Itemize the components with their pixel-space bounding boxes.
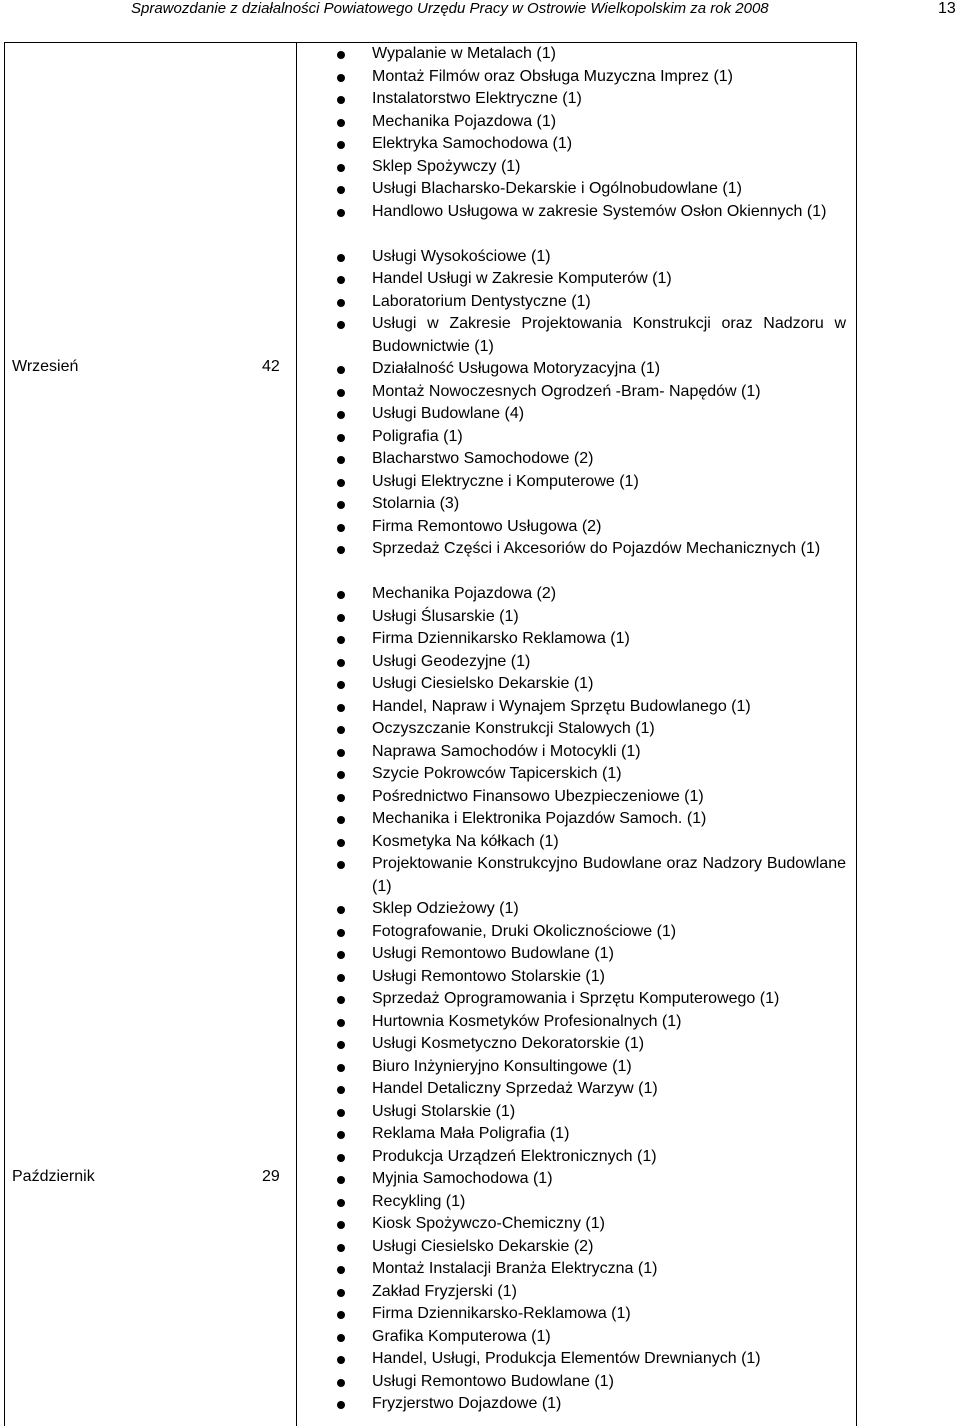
list-item xyxy=(0,1281,960,1304)
bullet-icon xyxy=(337,839,345,847)
list-item xyxy=(0,786,960,809)
business-name: Handlowo Usługowa w zakresie Systemów Osłon Okiennych (1) xyxy=(372,202,827,220)
business-name: Sklep Odzieżowy (1) xyxy=(372,900,519,917)
bullet-icon xyxy=(337,1334,345,1342)
bullet-icon xyxy=(337,1379,345,1387)
business-name: Recykling (1) xyxy=(372,1192,466,1210)
bullet-icon xyxy=(337,1311,345,1319)
list-item xyxy=(0,1123,960,1146)
list-item xyxy=(0,1011,960,1034)
business-name: Firma Dziennikarsko-Reklamowa (1) xyxy=(372,1305,631,1322)
bullet-icon xyxy=(337,1356,345,1364)
bullet-icon xyxy=(337,1221,345,1229)
business-name: Fotografowanie, Druki Okolicznościowe (1) xyxy=(372,922,677,940)
list-item xyxy=(0,246,960,269)
list-item xyxy=(0,1371,960,1394)
bullet-icon xyxy=(337,51,345,59)
bullet-icon xyxy=(337,411,345,419)
bullet-icon xyxy=(337,771,345,779)
business-name: Sprzedaż Części i Akcesoriów do Pojazdów Mechanicznych (1) xyxy=(372,540,821,557)
business-name: Mechanika Pojazdowa (1) xyxy=(372,112,557,130)
list-item xyxy=(0,763,960,786)
bullet-icon xyxy=(337,434,345,442)
business-name: Montaż Instalacji Branża Elektryczna (1) xyxy=(372,1260,658,1277)
business-name: Usługi Budowlane (4) xyxy=(372,405,525,422)
list-item xyxy=(0,673,960,696)
business-name: Reklama Mała Poligrafia (1) xyxy=(372,1125,570,1142)
list-item xyxy=(0,943,960,966)
page-header xyxy=(0,0,960,32)
list-item xyxy=(0,1168,960,1191)
bullet-icon xyxy=(337,1019,345,1027)
business-name: Usługi w Zakresie Projektowania Konstrukcji oraz Nadzoru w Budownictwie (1) xyxy=(372,315,846,355)
bullet-icon xyxy=(337,1244,345,1252)
business-name: Grafika Komputerowa (1) xyxy=(372,1327,551,1345)
bullet-icon xyxy=(337,524,345,532)
bullet-icon xyxy=(337,96,345,104)
list-item xyxy=(0,43,960,66)
list-item xyxy=(0,493,960,516)
list-item xyxy=(0,921,960,944)
report-title: Sprawozdanie z działalności Powiatowego Urzędu Pracy w Ostrowie Wielkopolskim za rok 2008 xyxy=(131,0,769,17)
business-list xyxy=(0,43,960,358)
list-item xyxy=(0,853,960,898)
business-name: Kosmetyka Na kółkach (1) xyxy=(372,832,559,850)
business-name: Działalność Usługowa Motoryzacyjna (1) xyxy=(372,360,661,377)
business-name: Mechanika i Elektronika Pojazdów Samoch. (1) xyxy=(372,810,707,827)
list-item xyxy=(0,898,960,921)
bullet-icon xyxy=(337,1199,345,1207)
business-name: Usługi Kosmetyczno Dekoratorskie (1) xyxy=(372,1035,645,1052)
list-item xyxy=(0,583,960,606)
bullet-icon xyxy=(337,1289,345,1297)
business-name: Firma Remontowo Usługowa (2) xyxy=(372,517,602,535)
list-item xyxy=(0,426,960,449)
list-item xyxy=(0,718,960,741)
business-name: Hurtownia Kosmetyków Profesionalnych (1) xyxy=(372,1012,682,1030)
bullet-icon xyxy=(337,861,345,869)
business-name: Firma Dziennikarsko Reklamowa (1) xyxy=(372,630,630,647)
business-name: Stolarnia (3) xyxy=(372,495,460,512)
business-name: Usługi Geodezyjne (1) xyxy=(372,652,531,670)
list-item xyxy=(0,966,960,989)
business-count: 42 xyxy=(262,358,280,375)
bullet-icon xyxy=(337,1401,345,1409)
business-name: Usługi Ciesielsko Dekarskie (2) xyxy=(372,1237,594,1255)
business-name: Handel Usługi w Zakresie Komputerów (1) xyxy=(372,270,672,287)
bullet-icon xyxy=(337,119,345,127)
bullet-icon xyxy=(337,591,345,599)
bullet-icon xyxy=(337,929,345,937)
list-item xyxy=(0,606,960,629)
list-item xyxy=(0,651,960,674)
business-name: Laboratorium Dentystyczne (1) xyxy=(372,292,591,310)
bullet-icon xyxy=(337,614,345,622)
business-name: Usługi Remontowo Budowlane (1) xyxy=(372,1372,614,1390)
bullet-icon xyxy=(337,141,345,149)
business-list xyxy=(0,358,960,1168)
business-name: Wypalanie w Metalach (1) xyxy=(372,45,556,62)
list-item xyxy=(0,696,960,719)
list-item xyxy=(0,516,960,539)
bullet-icon xyxy=(337,299,345,307)
bullet-icon xyxy=(337,1176,345,1184)
bullet-icon xyxy=(337,321,345,329)
business-list xyxy=(0,1168,960,1416)
list-item xyxy=(0,313,960,358)
list-item xyxy=(0,741,960,764)
bullet-icon xyxy=(337,164,345,172)
list-item xyxy=(0,133,960,156)
list-item xyxy=(0,1348,960,1371)
business-name: Handel, Usługi, Produkcja Elementów Drewnianych (1) xyxy=(372,1350,761,1367)
list-item xyxy=(0,1236,960,1259)
bullet-icon xyxy=(337,276,345,284)
list-item xyxy=(0,1258,960,1281)
business-name: Produkcja Urządzeń Elektronicznych (1) xyxy=(372,1147,657,1165)
bullet-icon xyxy=(337,996,345,1004)
list-item xyxy=(0,88,960,111)
list-item xyxy=(0,201,960,246)
bullet-icon xyxy=(337,726,345,734)
business-name: Montaż Filmów oraz Obsługa Muzyczna Imprez (1) xyxy=(372,67,733,85)
business-name: Myjnia Samochodowa (1) xyxy=(372,1170,553,1187)
bullet-icon xyxy=(337,1131,345,1139)
list-item xyxy=(0,628,960,651)
business-name: Handel Detaliczny Sprzedaż Warzyw (1) xyxy=(372,1080,658,1097)
bullet-icon xyxy=(337,704,345,712)
business-name: Sklep Spożywczy (1) xyxy=(372,157,521,175)
list-item xyxy=(0,448,960,471)
bullet-icon xyxy=(337,749,345,757)
business-name: Sprzedaż Oprogramowania i Sprzętu Komputerowego (1) xyxy=(372,990,780,1007)
list-item xyxy=(0,403,960,426)
business-name: Montaż Nowoczesnych Ogrodzeń -Bram- Napędów (1) xyxy=(372,382,761,400)
list-item xyxy=(0,1146,960,1169)
business-name: Usługi Blacharsko-Dekarskie i Ogólnobudowlane (1) xyxy=(372,180,742,197)
list-item xyxy=(0,1326,960,1349)
bullet-icon xyxy=(337,501,345,509)
business-name: Usługi Ślusarskie (1) xyxy=(372,607,519,625)
bullet-icon xyxy=(337,389,345,397)
business-name: Pośrednictwo Finansowo Ubezpieczeniowe (1) xyxy=(372,787,704,805)
bullet-icon xyxy=(337,681,345,689)
list-item xyxy=(0,358,960,381)
list-item xyxy=(0,111,960,134)
list-item xyxy=(0,1078,960,1101)
business-name: Elektryka Samochodowa (1) xyxy=(372,135,573,152)
list-item xyxy=(0,1303,960,1326)
bullet-icon xyxy=(337,74,345,82)
business-count: 29 xyxy=(262,1168,280,1185)
business-name: Usługi Elektryczne i Komputerowe (1) xyxy=(372,472,639,490)
list-item xyxy=(0,808,960,831)
list-item xyxy=(0,538,960,583)
list-item xyxy=(0,381,960,404)
bullet-icon xyxy=(337,186,345,194)
bullet-icon xyxy=(337,636,345,644)
list-item xyxy=(0,178,960,201)
business-name: Usługi Wysokościowe (1) xyxy=(372,247,551,265)
bullet-icon xyxy=(337,366,345,374)
business-name: Zakład Fryzjerski (1) xyxy=(372,1282,517,1300)
business-name: Instalatorstwo Elektryczne (1) xyxy=(372,90,582,107)
bullet-icon xyxy=(337,1064,345,1072)
business-name: Usługi Remontowo Stolarskie (1) xyxy=(372,967,605,985)
month-label: Wrzesień xyxy=(12,358,79,375)
bullet-icon xyxy=(337,1041,345,1049)
bullet-icon xyxy=(337,209,345,217)
page-number: 13 xyxy=(938,0,956,17)
business-name: Biuro Inżynieryjno Konsultingowe (1) xyxy=(372,1057,632,1075)
business-name: Usługi Ciesielsko Dekarskie (1) xyxy=(372,675,594,692)
bullet-icon xyxy=(337,1266,345,1274)
bullet-icon xyxy=(337,1086,345,1094)
list-item xyxy=(0,1033,960,1056)
business-name: Blacharstwo Samochodowe (2) xyxy=(372,450,594,467)
business-name: Fryzjerstwo Dojazdowe (1) xyxy=(372,1395,562,1412)
list-item xyxy=(0,1393,960,1416)
business-name: Szycie Pokrowców Tapicerskich (1) xyxy=(372,765,622,782)
business-name: Usługi Remontowo Budowlane (1) xyxy=(372,945,614,962)
business-name: Usługi Stolarskie (1) xyxy=(372,1102,516,1120)
list-item xyxy=(0,1056,960,1079)
list-item xyxy=(0,156,960,179)
list-item xyxy=(0,1213,960,1236)
business-name: Handel, Napraw i Wynajem Sprzętu Budowlanego (1) xyxy=(372,697,751,715)
list-item xyxy=(0,1101,960,1124)
bullet-icon xyxy=(337,974,345,982)
bullet-icon xyxy=(337,546,345,554)
bullet-icon xyxy=(337,659,345,667)
business-name: Mechanika Pojazdowa (2) xyxy=(372,585,557,602)
bullet-icon xyxy=(337,1154,345,1162)
business-name: Poligrafia (1) xyxy=(372,427,463,445)
bullet-icon xyxy=(337,254,345,262)
month-label: Październik xyxy=(12,1168,95,1185)
bullet-icon xyxy=(337,794,345,802)
business-name: Kiosk Spożywczo-Chemiczny (1) xyxy=(372,1215,605,1232)
business-name: Oczyszczanie Konstrukcji Stalowych (1) xyxy=(372,720,655,737)
list-item xyxy=(0,268,960,291)
list-item xyxy=(0,1191,960,1214)
list-item xyxy=(0,831,960,854)
bullet-icon xyxy=(337,951,345,959)
list-item xyxy=(0,66,960,89)
list-item xyxy=(0,471,960,494)
bullet-icon xyxy=(337,1109,345,1117)
bullet-icon xyxy=(337,906,345,914)
bullet-icon xyxy=(337,456,345,464)
business-name: Naprawa Samochodów i Motocykli (1) xyxy=(372,742,641,760)
bullet-icon xyxy=(337,479,345,487)
bullet-icon xyxy=(337,816,345,824)
list-item xyxy=(0,291,960,314)
list-item xyxy=(0,988,960,1011)
business-name: Projektowanie Konstrukcyjno Budowlane oraz Nadzory Budowlane (1) xyxy=(372,855,846,895)
